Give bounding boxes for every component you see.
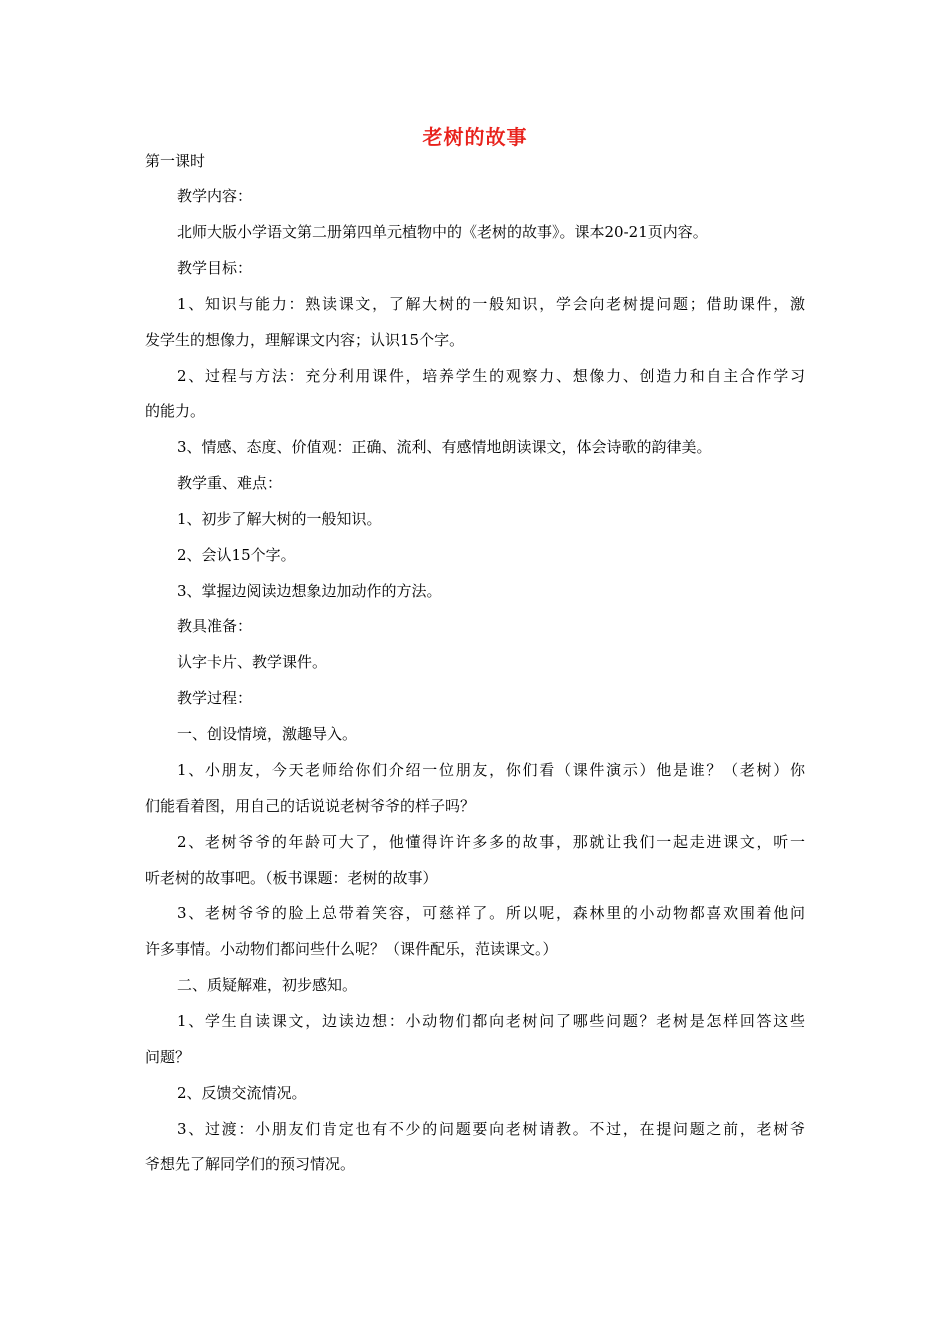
lesson-period-label: 第一课时 [145, 152, 206, 170]
section-heading: 教学目标： [177, 259, 253, 277]
section-heading: 教学重、难点： [177, 474, 283, 492]
paragraph-line: 许多事情。小动物们都问些什么呢？（课件配乐，范读课文。） [145, 940, 558, 958]
paragraph-line: 听老树的故事吧。（板书课题：老树的故事） [145, 869, 438, 887]
paragraph-line: 1、小朋友，今天老师给你们介绍一位朋友，你们看（课件演示）他是谁？（老树）你 [177, 761, 805, 779]
paragraph-line: 们能看着图，用自己的话说说老树爷爷的样子吗？ [145, 797, 476, 815]
section-heading: 二、质疑解难，初步感知。 [177, 976, 358, 994]
paragraph-line: 的能力。 [145, 402, 206, 420]
paragraph-line: 2、过程与方法：充分利用课件，培养学生的观察力、想像力、创造力和自主合作学习 [177, 367, 805, 385]
paragraph-line: 问题？ [145, 1048, 191, 1066]
section-heading: 教具准备： [177, 617, 253, 635]
paragraph-line: 3、老树爷爷的脸上总带着笑容，可慈祥了。所以呢，森林里的小动物都喜欢围着他问 [177, 904, 805, 922]
paragraph-line: 1、学生自读课文，边读边想：小动物们都向老树问了哪些问题？老树是怎样回答这些 [177, 1012, 805, 1030]
paragraph-line: 认字卡片、教学课件。 [177, 653, 328, 671]
paragraph-line: 1、初步了解大树的一般知识。 [177, 510, 382, 528]
paragraph-line: 2、会认15个字。 [177, 546, 296, 564]
paragraph-line: 3、过渡：小朋友们肯定也有不少的问题要向老树请教。不过，在提问题之前，老树爷 [177, 1120, 805, 1138]
document-title: 老树的故事 [422, 125, 528, 149]
paragraph-line: 2、反馈交流情况。 [177, 1084, 307, 1102]
paragraph-line: 北师大版小学语文第二册第四单元植物中的《老树的故事》。课本20-21页内容。 [177, 223, 708, 241]
paragraph-line: 发学生的想像力，理解课文内容；认识15个字。 [145, 331, 465, 349]
section-heading: 教学过程： [177, 689, 253, 707]
paragraph-line: 3、掌握边阅读边想象边加动作的方法。 [177, 582, 442, 600]
paragraph-line: 爷想先了解同学们的预习情况。 [145, 1155, 356, 1173]
section-heading: 教学内容： [177, 187, 253, 205]
paragraph-line: 2、老树爷爷的年龄可大了，他懂得许许多多的故事，那就让我们一起走进课文，听一 [177, 833, 805, 851]
paragraph-line: 3、情感、态度、价值观：正确、流利、有感情地朗读课文，体会诗歌的韵律美。 [177, 438, 712, 456]
section-heading: 一、创设情境，激趣导入。 [177, 725, 358, 743]
paragraph-line: 1、知识与能力：熟读课文，了解大树的一般知识，学会向老树提问题；借助课件，激 [177, 295, 805, 313]
